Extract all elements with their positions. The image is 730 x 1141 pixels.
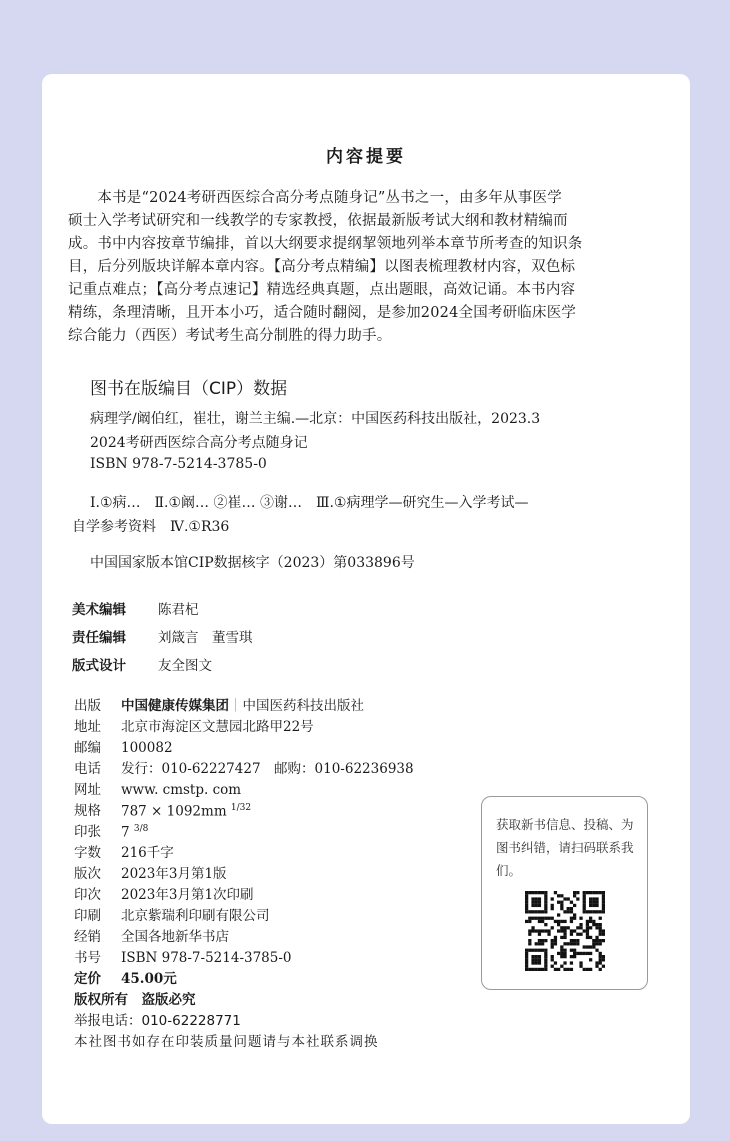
summary-line: 本书是“2024考研西医综合高分考点随身记”丛书之一，由多年从事医学: [68, 190, 562, 206]
info-label: 印次: [74, 887, 101, 903]
summary-line: 记重点难点；【高分考点速记】精选经典真题，点出题眼，高效记诵。本书内容: [68, 282, 576, 298]
staff-value: 友全图文: [158, 658, 212, 674]
copyright-page: [42, 74, 690, 1124]
info-value: 2023年3月第1版: [121, 866, 227, 882]
info-label: 印张: [74, 824, 101, 840]
cip-line: Ⅰ.①病… Ⅱ.①阚… ②崔… ③谢… Ⅲ.①病理学—研究生—入学考试—: [90, 495, 529, 511]
info-value: 100082: [121, 740, 173, 756]
info-label: 电话: [74, 761, 101, 777]
summary-heading: 内容提要: [326, 147, 406, 167]
qr-card: [481, 796, 648, 990]
info-value: 北京市海淀区文慧园北路甲22号: [121, 719, 314, 735]
separator: ｜: [229, 698, 243, 714]
staff-label: 责任编辑: [72, 630, 126, 646]
summary-line: 硕士入学考试研究和一线教学的专家教授，依据最新版考试大纲和教材精编而: [68, 213, 568, 229]
info-row: [74, 925, 229, 945]
qr-caption: 获取新书信息、投稿、为图书纠错，请扫码联系我们。: [496, 817, 634, 878]
info-row: [74, 946, 292, 966]
info-value: 发行：010-62227427 邮购：010-62236938: [121, 761, 414, 777]
staff-label: 版式设计: [72, 658, 126, 674]
price-label: 定价: [74, 971, 101, 987]
format-value: 787 × 1092mm: [121, 803, 227, 819]
summary-line: 精练，条理清晰，且开本小巧，适合随时翻阅，是参加2024全国考研临床医学: [68, 305, 577, 321]
staff-label: 美术编辑: [72, 602, 126, 618]
cip-number: 中国国家版本馆CIP数据核字（2023）第033896号: [90, 555, 415, 571]
info-row: [74, 841, 174, 861]
website-value: www. cmstp. com: [121, 782, 242, 798]
info-label: 字数: [74, 845, 101, 861]
cip-line: 自学参考资料 Ⅳ.①R36: [72, 519, 230, 535]
copyright-notice: 版权所有 盗版必究: [74, 992, 196, 1008]
info-row: [74, 778, 241, 798]
info-value: 2023年3月第1次印刷: [121, 887, 254, 903]
summary-line: 综合能力（西医）考试考生高分制胜的得力助手。: [68, 328, 392, 344]
info-label: 书号: [74, 950, 101, 966]
publisher-name: 中国医药科技出版社: [242, 698, 364, 714]
summary-line: 成。书中内容按章节编排，首以大纲要求提纲挈领地列举本章节所考查的知识条: [68, 236, 583, 252]
info-label: 经销: [74, 929, 101, 945]
summary-line: 目，后分列版块详解本章内容。【高分考点精编】以图表梳理教材内容，双色标: [68, 259, 576, 275]
cip-line: 病理学/阚伯红，崔壮，谢兰主编.—北京：中国医药科技出版社，2023.3: [90, 411, 541, 427]
sheets-value: 7: [121, 824, 130, 840]
isbn-value: ISBN 978-7-5214-3785-0: [121, 950, 292, 966]
info-row: [74, 736, 173, 756]
info-row: [74, 862, 227, 882]
price-value: 45.00元: [121, 971, 177, 987]
info-label: 出版: [74, 698, 101, 714]
price-row: [74, 967, 177, 987]
sheets-fraction: 3/8: [133, 823, 149, 834]
quality-notice: 本社图书如存在印装质量问题请与本社联系调换: [74, 1034, 379, 1050]
info-row: [74, 694, 364, 714]
report-phone: 举报电话：010-62228771: [74, 1013, 241, 1029]
info-label: 印刷: [74, 908, 101, 924]
info-value: 全国各地新华书店: [121, 929, 229, 945]
format-fraction: 1/32: [230, 802, 252, 813]
info-row: [74, 820, 148, 840]
publisher-group: 中国健康传媒集团: [121, 698, 229, 714]
info-row: [74, 883, 254, 903]
cip-heading: 图书在版编目（CIP）数据: [90, 379, 288, 399]
info-value: 北京紫瑞利印刷有限公司: [121, 908, 270, 924]
info-label: 网址: [74, 782, 101, 798]
cip-line: ISBN 978-7-5214-3785-0: [90, 456, 267, 472]
info-label: 邮编: [74, 740, 101, 756]
info-row: [74, 715, 314, 735]
info-row: [74, 904, 270, 924]
qr-code-icon[interactable]: [525, 891, 605, 971]
staff-value: 陈君杞: [158, 602, 199, 618]
info-label: 版次: [74, 866, 101, 882]
info-label: 地址: [74, 719, 101, 735]
info-row: [74, 799, 251, 819]
info-row: [74, 757, 414, 777]
staff-value: 刘箴言 董雪琪: [158, 630, 253, 646]
cip-line: 2024考研西医综合高分考点随身记: [90, 435, 308, 451]
info-value: 216千字: [121, 845, 174, 861]
info-label: 规格: [74, 803, 101, 819]
